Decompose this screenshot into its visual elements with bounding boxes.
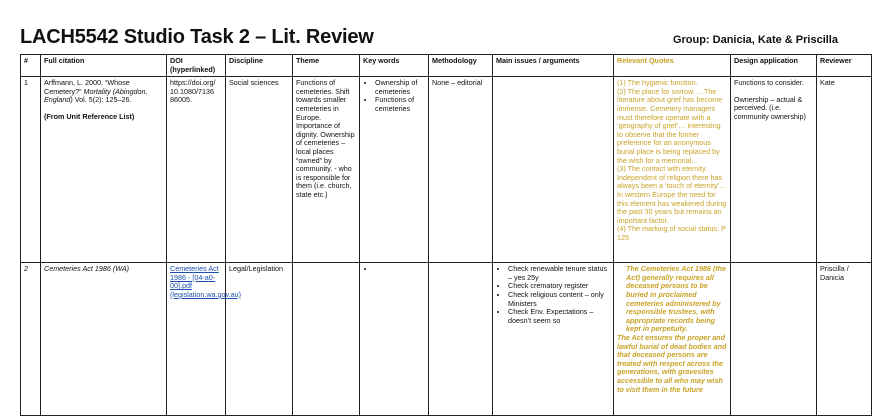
table-header-row	[21, 55, 872, 77]
col-header-keywords: Key words	[360, 55, 429, 77]
issue-item: • Check Env. Expectations – doesn’t seem so	[508, 308, 610, 325]
col-header-design: Design application	[731, 55, 817, 77]
citation-main: Arffmann, L. 2000. “Whose Cemetery?”	[44, 78, 130, 96]
issue-item: • Check renewable tenure status – yes 25y	[508, 265, 610, 282]
cell-design	[731, 77, 817, 263]
citation-volume: Vol. 5(2): 125–26.	[74, 95, 132, 105]
col-header-citation: Full citation	[41, 55, 167, 77]
col-header-reviewer: Reviewer	[817, 55, 872, 77]
cell-num: 2	[21, 263, 41, 416]
cell-theme	[293, 263, 360, 416]
issue-item: • Check crematory register	[508, 282, 610, 291]
col-header-discipline: Discipline	[226, 55, 293, 77]
cell-reviewer: Priscilla / Danicia	[817, 263, 872, 416]
quote-item: (4) The marking of social status. P 125	[617, 224, 726, 242]
cell-doi	[167, 263, 241, 416]
doi-link[interactable]: Cemeteries Act 1986 - [04-a0-00].pdf (legislation.wa.gov.au)	[170, 264, 241, 299]
cell-discipline: Legal/Legislation	[226, 263, 293, 416]
cell-methodology: None – editorial	[429, 77, 493, 263]
col-header-quotes: Relevant Quotes	[614, 55, 731, 77]
page-title: LACH5542 Studio Task 2 – Lit. Review	[20, 26, 374, 48]
cell-issues	[493, 263, 614, 416]
table-row	[21, 77, 872, 263]
cell-design	[731, 263, 817, 416]
cell-num: 1	[21, 77, 41, 263]
quote-item: (3) The contact with eternity. Independent of religion there has always been a ‘touch of eternity’… In western Europe the need for this element has weakened during the past 30 years but remains an important factor.	[617, 164, 727, 225]
col-header-num: #	[21, 55, 41, 77]
cell-keywords	[360, 77, 429, 263]
cell-citation	[41, 77, 167, 263]
cell-quotes	[614, 263, 731, 416]
design-item: Ownership – actual & perceived. (i.e. community ownership)	[734, 94, 806, 121]
col-header-theme: Theme	[293, 55, 360, 77]
col-header-issues: Main issues / arguments	[493, 55, 614, 77]
quote-item: (2) The place for sorrow. …The literature about grief has become immense. Cemetery managers must therefore operate with a ‘geography of grief’… interesting to observe that the former preference for an anonymous burial place is being replaced by the wish for a memorial…	[617, 86, 723, 165]
keyword-item	[375, 265, 425, 274]
quote-item: The Act ensures the proper and lawful burial of dead bodies and that deceased persons are treated with respect across the generations, with gravesites accessible to all who may wish to visit them in the future	[617, 332, 727, 394]
citation-note: (From Unit Reference List)	[44, 111, 135, 121]
table-row	[21, 263, 872, 416]
citation-journal: Mortality (Abingdon, England)	[44, 86, 148, 105]
cell-methodology	[429, 263, 493, 416]
col-header-doi: DOI (hyperlinked)	[167, 55, 226, 77]
cell-doi: https://doi.org/ 10.1080/7136 86005.	[167, 77, 226, 263]
cell-discipline: Social sciences	[226, 77, 293, 263]
design-item: Functions to consider.	[734, 78, 804, 88]
cell-citation: Cemeteries Act 1986 (WA)	[41, 263, 167, 416]
quote-item: (1) The hygienic function.	[617, 78, 698, 88]
group-members: Group: Danicia, Kate & Priscilla	[672, 34, 838, 46]
cell-theme: Functions of cemeteries. Shift towards smaller cemeteries in Europe. Importance of dignity. Ownership of cemeteries – local places “owned” by community. - who is responsible for them (i.e. church, state etc.)	[293, 77, 360, 263]
quote-item: The Cemeteries Act 1986 (the Act) generally requires all deceased persons to be buried in proclaimed cemeteries administered by responsible trustees, with appropriate records being kept in perpetuity.	[626, 264, 726, 334]
col-header-methodology: Methodology	[429, 55, 493, 77]
cell-keywords	[360, 263, 429, 416]
lit-review-table	[20, 54, 872, 416]
issue-item: • Check religious content – only Ministers	[508, 291, 610, 308]
keyword-item: • Ownership of cemeteries	[375, 79, 425, 96]
keyword-item: • Functions of cemeteries	[375, 96, 425, 113]
cell-reviewer: Kate	[817, 77, 872, 263]
cell-quotes	[614, 77, 731, 263]
cell-issues	[493, 77, 614, 263]
